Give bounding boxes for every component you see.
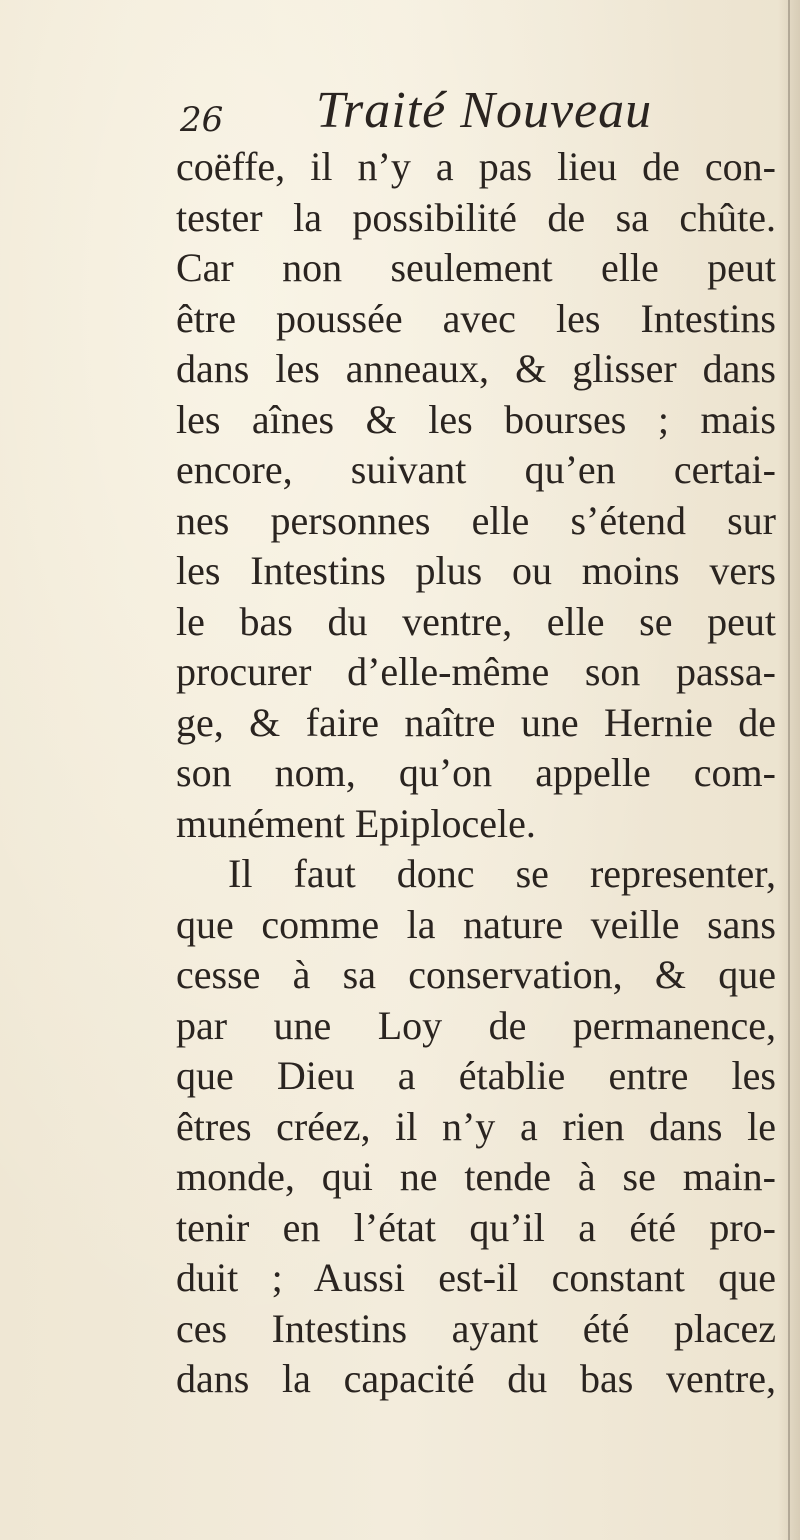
body-text (176, 142, 776, 1405)
text-line: Car non seulement elle peut (176, 245, 776, 290)
text-line: être poussée avec les Intestins (176, 295, 776, 341)
text-line: ces Intestins ayant été placez (176, 1305, 776, 1351)
text-line: ge, & faire naître une Hernie de (176, 699, 776, 745)
paragraph-end-line: munément Epiplocele. (176, 800, 536, 846)
text-line: duit ; Aussi est-il constant que (176, 1255, 776, 1300)
text-line: les aînes & les bourses ; mais (176, 396, 776, 442)
text-line: tester la possibilité de sa chûte. (176, 194, 776, 240)
text-line: que Dieu a établie entre les (176, 1053, 776, 1098)
text-line: les Intestins plus ou moins vers (176, 548, 776, 593)
text-line: son nom, qu’on appelle com- (176, 750, 776, 795)
text-line: êtres créez, il n’y a rien dans le (176, 1103, 776, 1149)
page-header (180, 82, 780, 142)
page-edge-line (788, 0, 790, 1540)
text-line: procurer d’elle-même son passa- (176, 649, 776, 694)
text-line: nes personnes elle s’étend sur (176, 497, 776, 543)
running-title: Traité Nouveau (316, 82, 653, 139)
text-line: le bas du ventre, elle se peut (176, 598, 776, 644)
paragraph-start-line: Il faut donc se representer, (228, 851, 776, 896)
text-line: dans la capacité du bas ventre, (176, 1356, 776, 1401)
text-line: par une Loy de permanence, (176, 1002, 776, 1048)
text-line: dans les anneaux, & glisser dans (176, 346, 776, 391)
text-line: coëffe, il n’y a pas lieu de con- (176, 144, 776, 189)
text-line: cesse à sa conservation, & que (176, 952, 776, 997)
text-line: tenir en l’état qu’il a été pro- (176, 1204, 776, 1250)
page-number: 26 (180, 100, 224, 140)
text-line: monde, qui ne tende à se main- (176, 1154, 776, 1199)
text-line: que comme la nature veille sans (176, 901, 776, 947)
text-line: encore, suivant qu’en certai- (176, 447, 776, 492)
